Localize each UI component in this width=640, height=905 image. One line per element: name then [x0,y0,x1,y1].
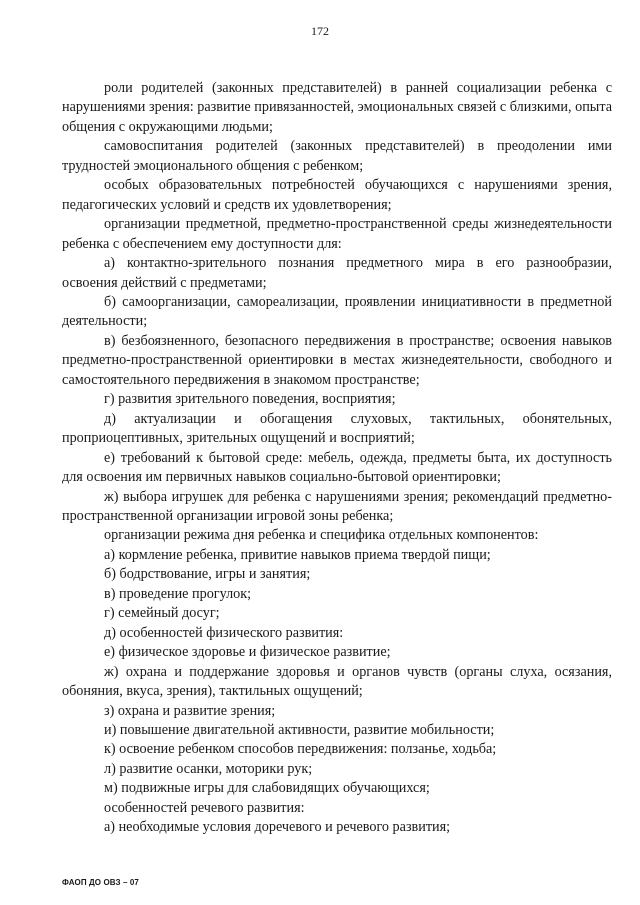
list-item: ж) охрана и поддержание здоровья и органов чувств (органы слуха, осязания, обоняния, вкуса, зрения), тактильных ощущений; [62,663,612,700]
paragraph: роли родителей (законных представителей) в ранней социализации ребенка с нарушениями зрения: развитие привязанностей, эмоциональных связей с близкими, опыта общения с окружающими людьми; [62,80,612,135]
list-item: в) проведение прогулок; [104,585,252,602]
list-item: е) физическое здоровье и физическое развитие; [104,644,391,661]
list-item: к) освоение ребенком способов передвижения: ползанье, ходьба; [104,741,497,758]
list-item: л) развитие осанки, моторики рук; [104,760,313,777]
list-item: ж) выбора игрушек для ребенка с нарушениями зрения; рекомендаций предметно-пространственной организации игровой зоны ребенка; [62,488,612,524]
paragraph: организации режима дня ребенка и специфика отдельных компонентов: [104,527,539,544]
list-item: д) актуализации и обогащения слуховых, тактильных, обонятельных, проприоцептивных, зрительных ощущений и восприятий; [62,410,612,447]
list-item: з) охрана и развитие зрения; [104,702,276,719]
body-text [62,79,612,838]
list-item: д) особенностей физического развития: [104,624,344,641]
list-item: б) бодрствование, игры и занятия; [104,566,311,583]
list-item: а) необходимые условия доречевого и речевого развития; [104,819,451,836]
paragraph: особых образовательных потребностей обучающихся с нарушениями зрения, педагогических условий и средств их удовлетворения; [62,177,612,213]
list-item: б) самоорганизации, самореализации, проявлении инициативности в предметной деятельности; [62,293,612,330]
list-item: г) семейный досуг; [104,605,220,622]
paragraph: особенностей речевого развития: [104,799,305,816]
list-item: а) кормление ребенка, привитие навыков приема твердой пищи; [104,546,491,563]
list-item: е) требований к бытовой среде: мебель, одежда, предметы быта, их доступность для освоения им первичных навыков социально-бытовой ориентировки; [62,449,612,486]
list-item: а) контактно-зрительного познания предметного мира в его разнообразии, освоения действий с предметами; [62,255,612,291]
footer-doc-code: ФАОП ДО ОВЗ – 07 [62,878,139,887]
list-item: г) развития зрительного поведения, восприятия; [104,391,396,408]
paragraph: самовоспитания родителей (законных представителей) в преодолении ими трудностей эмоционального общения с ребенком; [62,138,612,174]
list-item: м) подвижные игры для слабовидящих обучающихся; [104,780,430,797]
paragraph: организации предметной, предметно-пространственной среды жизнедеятельности ребенка с обеспечением ему доступности для: [62,216,612,252]
list-item: и) повышение двигательной активности, развитие мобильности; [104,721,495,738]
page-number: 172 [311,24,329,38]
list-item: в) безбоязненного, безопасного передвижения в пространстве; освоения навыков предметно-пространственной ориентировки в местах жизнедеятельности, свободного и самостоятельного передвижения в знакомом пространстве; [62,332,612,388]
